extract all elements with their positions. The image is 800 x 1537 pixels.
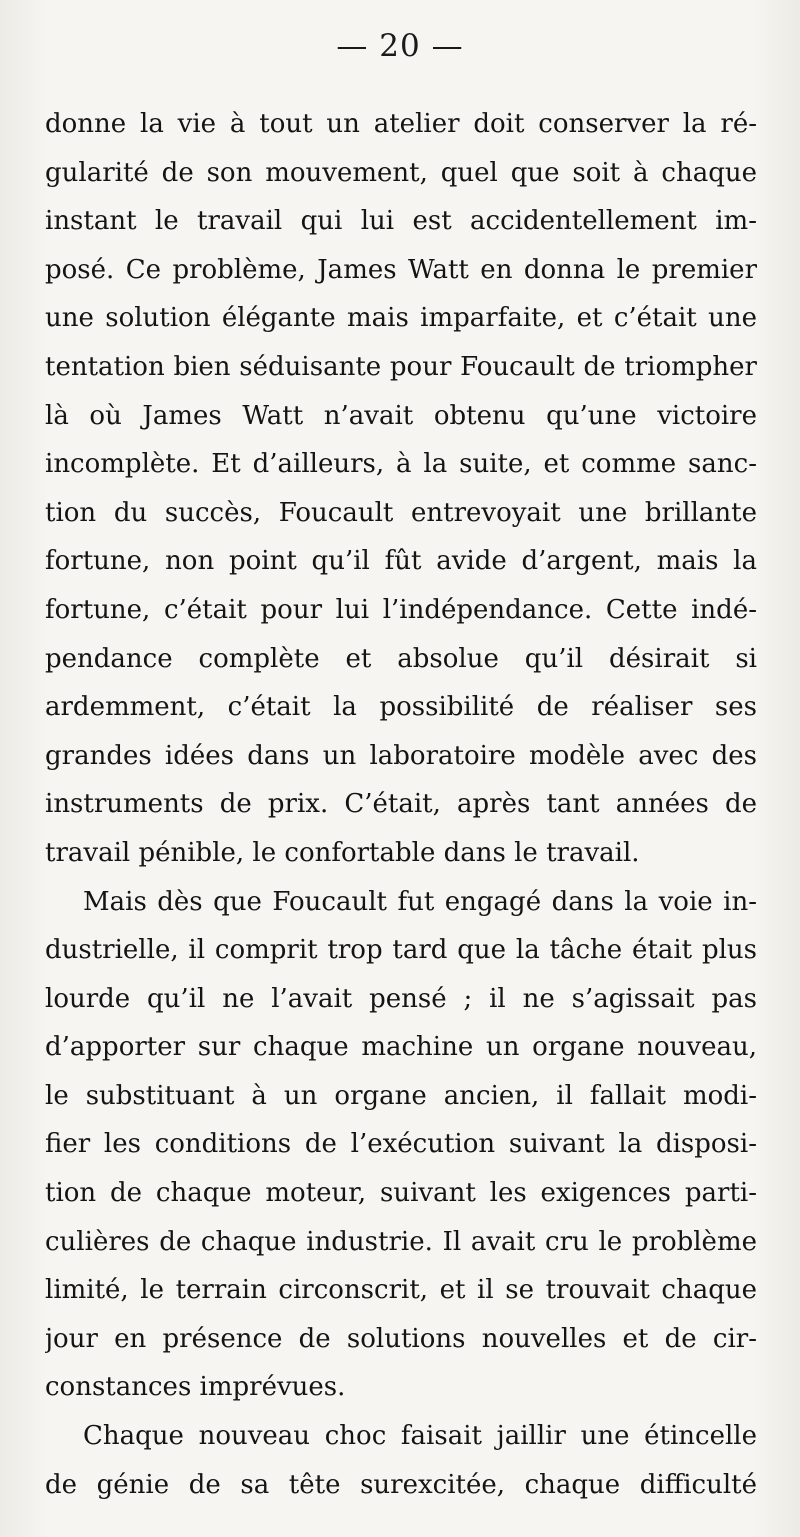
paragraph <box>45 1412 757 1509</box>
paragraph <box>45 878 757 1413</box>
text-line: de génie de sa tête surexcitée, chaque difficulté <box>45 1469 757 1500</box>
text-line: fortune, non point qu’il fût avide d’argent, mais la <box>45 546 757 577</box>
text-line: Chaque nouveau choc faisait jaillir une étincelle <box>83 1421 757 1452</box>
text-line: fortune, c’était pour lui l’indépendance. Cette indé- <box>45 594 757 625</box>
text-line: ardemment, c’était la possibilité de réaliser ses <box>45 692 757 723</box>
text-line: grandes idées dans un laboratoire modèle avec des <box>45 740 757 771</box>
text-line: une solution élégante mais imparfaite, et c’était une <box>45 303 757 334</box>
text-line: instruments de prix. C’était, après tant années de <box>45 789 757 820</box>
text-line: posé. Ce problème, James Watt en donna le premier <box>45 254 757 285</box>
page-body-text <box>45 100 757 1509</box>
text-line: fier les conditions de l’exécution suivant la disposi- <box>45 1129 757 1160</box>
text-line: instant le travail qui lui est accidentellement im- <box>45 206 757 237</box>
text-line: dustrielle, il comprit trop tard que la tâche était plus <box>45 935 757 966</box>
text-line: tion de chaque moteur, suivant les exigences parti- <box>45 1178 757 1209</box>
text-line: le substituant à un organe ancien, il fallait modi- <box>45 1080 757 1111</box>
text-line: lourde qu’il ne l’avait pensé ; il ne s’agissait pas <box>45 983 757 1014</box>
text-line: là où James Watt n’avait obtenu qu’une victoire <box>45 400 757 431</box>
text-line: tentation bien séduisante pour Foucault de triompher <box>45 351 757 382</box>
text-line: culières de chaque industrie. Il avait cru le problème <box>45 1226 757 1257</box>
text-line: incomplète. Et d’ailleurs, à la suite, et comme sanc- <box>45 449 757 480</box>
text-line: gularité de son mouvement, quel que soit à chaque <box>45 157 757 188</box>
text-line: constances imprévues. <box>45 1372 346 1403</box>
text-line: jour en présence de solutions nouvelles et de cir- <box>45 1323 757 1354</box>
paragraph <box>45 100 757 878</box>
text-line: travail pénible, le confortable dans le travail. <box>45 837 640 868</box>
text-line: d’apporter sur chaque machine un organe nouveau, <box>45 1032 757 1063</box>
text-line: pendance complète et absolue qu’il désirait si <box>45 643 757 674</box>
page-number: — 20 — <box>336 28 464 64</box>
text-line: limité, le terrain circonscrit, et il se trouvait chaque <box>45 1275 757 1306</box>
text-line: tion du succès, Foucault entrevoyait une brillante <box>45 497 757 528</box>
text-line: Mais dès que Foucault fut engagé dans la voie in- <box>83 886 757 917</box>
text-line: donne la vie à tout un atelier doit conserver la ré- <box>45 109 757 139</box>
